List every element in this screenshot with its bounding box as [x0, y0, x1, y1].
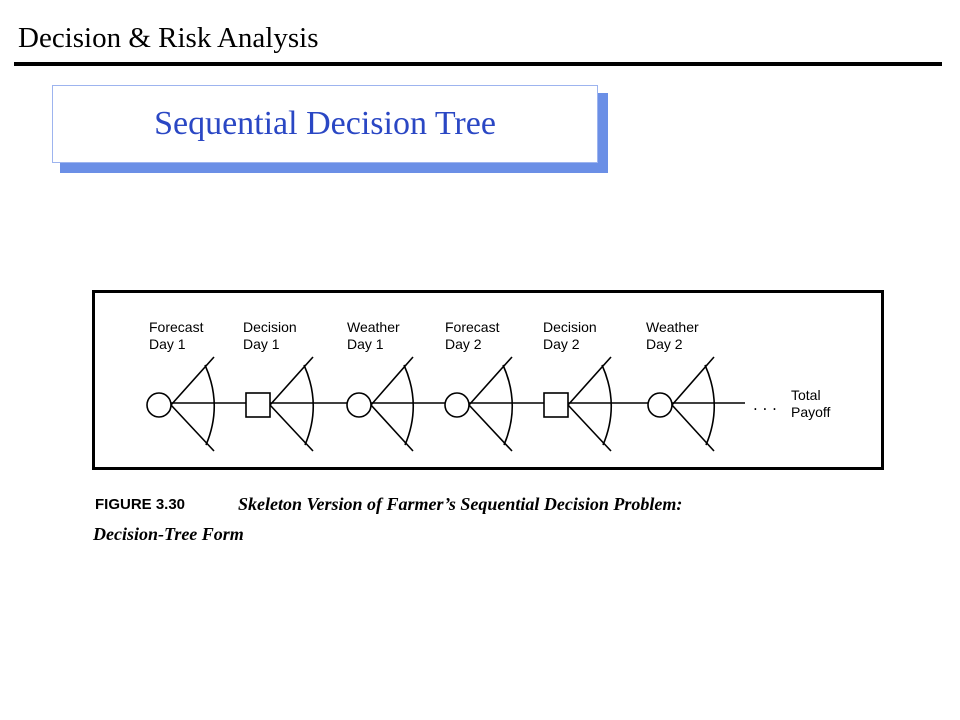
- stage-label-line2: Day 2: [543, 336, 580, 352]
- chance-node: [147, 393, 171, 417]
- decision-tree-figure: [92, 290, 884, 470]
- branch-fan: [672, 357, 714, 451]
- branch-fan: [171, 357, 214, 451]
- stage-label-line1: Decision: [243, 319, 297, 335]
- figure-number: FIGURE 3.30: [95, 496, 186, 513]
- branch-fan: [568, 357, 611, 451]
- chance-node: [347, 393, 371, 417]
- branch-fan: [371, 357, 413, 451]
- total-payoff-line1: Total: [791, 387, 821, 403]
- total-payoff-line2: Payoff: [791, 404, 831, 420]
- stage-label-line1: Decision: [543, 319, 597, 335]
- stage-label-line2: Day 1: [243, 336, 280, 352]
- stage-label-line2: Day 1: [347, 336, 384, 352]
- total-payoff-label: [791, 387, 830, 421]
- stage-label-line2: Day 2: [646, 336, 683, 352]
- chance-node: [445, 393, 469, 417]
- stage-label-line1: Forecast: [149, 319, 204, 335]
- stage-label-line1: Weather: [646, 319, 699, 335]
- stage-label-line1: Weather: [347, 319, 400, 335]
- stage-label-line1: Forecast: [445, 319, 500, 335]
- course-title: Decision & Risk Analysis: [18, 22, 319, 54]
- figure-caption-line1: Skeleton Version of Farmer’s Sequential Decision Problem:: [238, 494, 683, 514]
- figure-caption-line2: Decision-Tree Form: [93, 524, 244, 544]
- continuation-ellipsis: . . .: [753, 396, 777, 414]
- chance-node: [648, 393, 672, 417]
- stage-label-line2: Day 1: [149, 336, 186, 352]
- slide-title: Sequential Decision Tree: [154, 105, 496, 142]
- decision-node: [544, 393, 568, 417]
- slide-title-box: [52, 85, 598, 163]
- branch-fan: [469, 357, 512, 451]
- decision-tree-diagram: [95, 293, 881, 467]
- branch-fan: [270, 357, 313, 451]
- decision-node: [246, 393, 270, 417]
- header-divider: [14, 62, 942, 66]
- stage-label-line2: Day 2: [445, 336, 482, 352]
